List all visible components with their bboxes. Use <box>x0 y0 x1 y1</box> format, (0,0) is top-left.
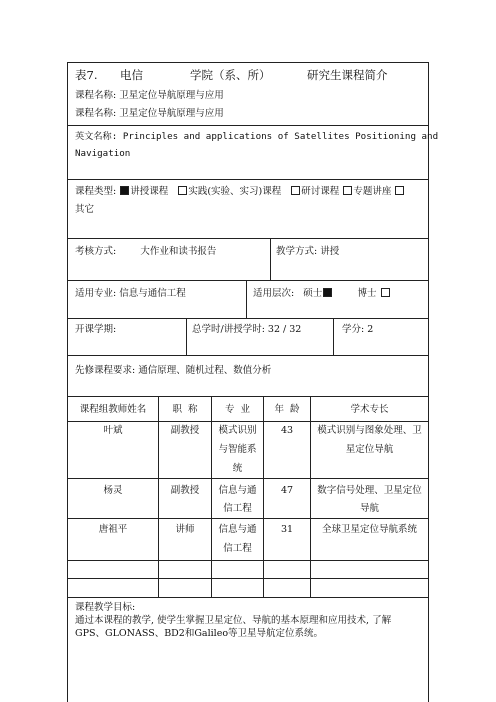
teacher-expertise: 数字信号处理、卫星定位 <box>317 485 422 496</box>
department: 电信 <box>120 68 143 82</box>
objectives-label: 课程教学目标: <box>75 602 136 613</box>
teacher-major: 统 <box>232 463 243 474</box>
teacher-age: 47 <box>280 485 294 496</box>
applicable-major: 适用专业: 信息与通信工程 <box>75 288 186 299</box>
checkbox-seminar <box>291 186 300 195</box>
page-title: 研究生课程简介 <box>307 68 388 82</box>
teacher-title: 副教授 <box>170 425 200 436</box>
applicable-level: 适用层次: 硕士 博士 <box>253 287 391 301</box>
checkbox-doctor <box>381 288 390 297</box>
objectives-line1: 通过本课程的教学, 使学生掌握卫星定位、导航的基本原理和应用技术, 了解 <box>75 615 392 626</box>
col-age: 年 龄 <box>274 404 300 415</box>
checkbox-lecture <box>120 186 129 195</box>
course-name-1: 课程名称: 卫星定位导航原理与应用 <box>75 90 224 101</box>
checkbox-other <box>395 186 404 195</box>
option-lecture: 讲授课程 <box>130 186 169 197</box>
course-type-row <box>75 185 405 199</box>
objectives-line2: GPS、GLONASS、BD2和Galileo等卫星导航定位系统。 <box>75 628 324 639</box>
teacher-expertise: 星定位导航 <box>345 444 394 455</box>
teaching-method: 教学方式: 讲授 <box>276 246 340 257</box>
level-doctor: 博士 <box>357 288 377 299</box>
checkbox-lecture-series <box>343 186 352 195</box>
teacher-name: 杨灵 <box>103 485 123 496</box>
teacher-name: 唐祖平 <box>98 524 128 535</box>
col-title: 职 称 <box>172 404 198 415</box>
teacher-major: 与智能系 <box>218 444 257 455</box>
teacher-expertise: 导航 <box>359 503 379 514</box>
option-practice: 实践(实验、实习)课程 <box>188 186 282 197</box>
course-name-2: 课程名称: 卫星定位导航原理与应用 <box>75 108 224 119</box>
assessment: 考核方式: 大作业和读书报告 <box>75 246 217 257</box>
col-major: 专 业 <box>224 404 251 415</box>
total-hours: 总学时/讲授学时: 32 / 32 <box>192 324 302 335</box>
teacher-major: 信息与通 <box>218 485 257 496</box>
teacher-major: 信息与通 <box>218 524 257 535</box>
col-teacher-name: 课程组教师姓名 <box>79 404 147 415</box>
teacher-name: 叶斌 <box>103 425 123 436</box>
teacher-title: 讲师 <box>175 524 195 535</box>
table-number: 表7. <box>75 68 98 82</box>
checkbox-master <box>323 288 332 297</box>
credits: 学分: 2 <box>342 324 374 335</box>
teacher-title: 副教授 <box>170 485 200 496</box>
option-other: 其它 <box>75 204 95 215</box>
course-type-label: 课程类型: <box>75 186 117 197</box>
teacher-age: 43 <box>280 425 294 436</box>
teacher-expertise: 模式识别与图象处理、卫 <box>317 425 422 436</box>
teacher-expertise: 全球卫星定位导航系统 <box>321 524 417 535</box>
teacher-major: 信工程 <box>223 503 252 514</box>
option-seminar: 研讨课程 <box>301 186 340 197</box>
semester: 开课学期: <box>75 324 117 335</box>
option-lecture-series: 专题讲座 <box>353 186 392 197</box>
teacher-major: 信工程 <box>223 543 252 554</box>
teacher-age: 31 <box>280 524 294 535</box>
school-label: 学院（系、所） <box>190 68 271 82</box>
english-name-line2: Navigation <box>75 148 131 159</box>
col-expertise: 学术专长 <box>350 404 389 415</box>
checkbox-practice <box>178 186 187 195</box>
teacher-major: 模式识别 <box>218 425 257 436</box>
english-name-line1: 英文名称: Principles and applications of Satellites Positioning and <box>75 131 439 142</box>
prerequisites: 先修课程要求: 通信原理、随机过程、数值分析 <box>75 365 272 376</box>
level-master: 硕士 <box>303 288 323 299</box>
